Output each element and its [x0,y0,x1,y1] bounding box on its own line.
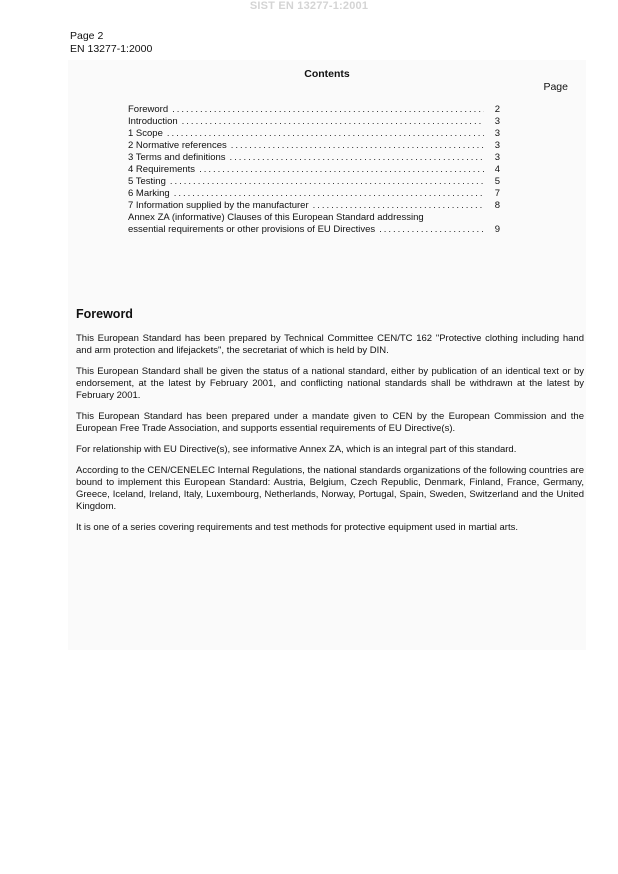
toc-entry-testing[interactable]: 5 Testing ..... 5 [128,176,500,188]
toc-entry-requirements[interactable]: 4 Requirements ..... 4 [128,164,500,176]
document-id: EN 13277-1:2000 [70,43,153,55]
toc-entry-normative-references[interactable]: 2 Normative references ..... 3 [128,140,500,152]
paragraph: It is one of a series covering requirements and test methods for protective equipment used in martial arts. [76,522,518,533]
toc-entry-foreword[interactable]: Foreword ..... 2 [128,104,500,116]
contents-title: Contents [304,68,350,80]
toc-entry-marking[interactable]: 6 Marking ..... 7 [128,188,500,200]
foreword-body [76,333,584,543]
toc-annex-line2: essential requirements or other provisions of EU Directives [128,224,376,235]
toc-entry-introduction[interactable]: Introduction ..... 3 [128,116,500,128]
paragraph: This European Standard has been prepared by Technical Committee CEN/TC 162 "Protective clothing including hand and arm protection and lifejackets", the secretariat of which is held by DIN. [76,333,584,356]
paragraph: According to the CEN/CENELEC Internal Regulations, the national standards organizations of the following countries are bound to implement this European Standard: Austria, Belgium, Czech Republic, Denmark, Finland, France, Germany, Greece, Iceland, Ireland, Italy, Luxembourg, Netherlands, Norway, Portugal, Spain, Sweden, Switzerland and the United Kingdom. [76,465,584,512]
toc-entry-terms-definitions[interactable]: 3 Terms and definitions ..... 3 [128,152,500,164]
toc-entry-scope[interactable]: 1 Scope ..... 3 [128,128,500,140]
toc-annex-line1: Annex ZA (informative) Clauses of this European Standard addressing [128,212,424,223]
paragraph: This European Standard shall be given the status of a national standard, either by publication of an identical text or by endorsement, at the latest by February 2001, and conflicting national standards shall be withdrawn at the latest by February 2001. [76,366,584,401]
paragraph: For relationship with EU Directive(s), see informative Annex ZA, which is an integral part of this standard. [76,444,517,455]
foreword-heading: Foreword [76,307,133,321]
page-header [70,30,152,56]
toc-entry-annex-za[interactable] [128,212,500,236]
paragraph: This European Standard has been prepared under a mandate given to CEN by the European Commission and the European Free Trade Association, and supports essential requirements of EU Directive(s). [76,411,584,434]
page-number: Page 2 [70,30,104,42]
watermark: SIST EN 13277-1:2001 [249,0,369,12]
toc-annex-page: 9 [494,224,500,235]
page-content [68,60,586,650]
table-of-contents [128,104,500,236]
toc-entry-information[interactable]: 7 Information supplied by the manufacturer ..... 8 [128,200,500,212]
page-column-label: Page [543,81,568,93]
